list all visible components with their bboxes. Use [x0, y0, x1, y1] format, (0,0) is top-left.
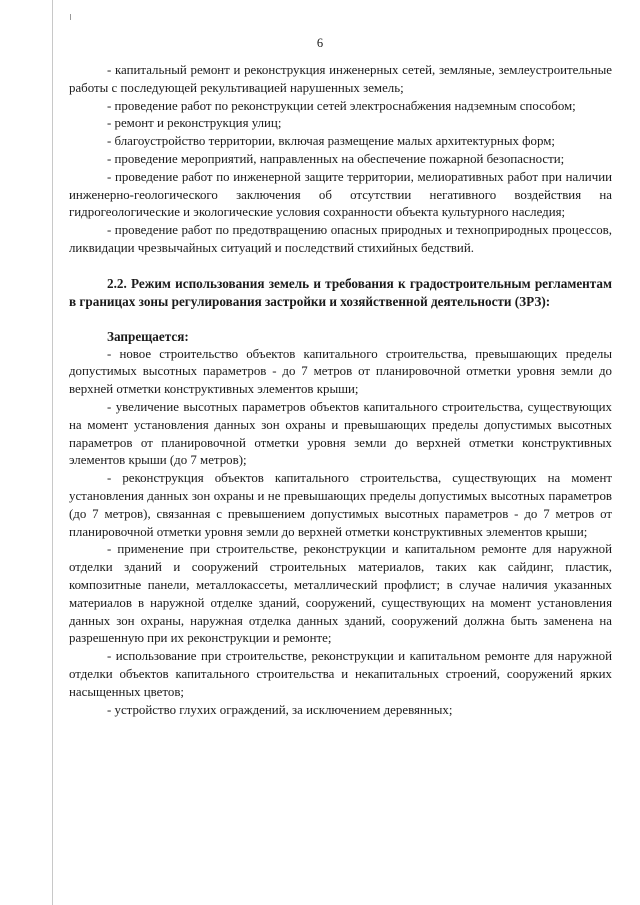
paragraph: - проведение работ по предотвращению опасных природных и техноприродных процессов, ликвидации чрезвычайных ситуаций и последствий стихийных бедствий. [69, 223, 612, 255]
paragraph: - увеличение высотных параметров объектов капитального строительства, существующих на момент установления данных зон охраны и превышающих пределы допустимых высотных параметров от планировочной отметки уровня земли до верхней отметки конструктивных элементов крыши (до 7 метров); [69, 399, 612, 468]
document-body [69, 62, 612, 719]
paragraph: - использование при строительстве, реконструкции и капитальном ремонте для наружной отделки объектов капитального строительства и некапитальных строений, сооружений ярких насыщенных цветов; [69, 649, 612, 699]
page-left-edge [52, 0, 53, 905]
paragraph: - ремонт и реконструкция улиц; [107, 116, 282, 131]
page-number: 6 [316, 36, 324, 50]
paragraph: - применение при строительстве, реконструкции и капитальном ремонте для наружной отделки зданий и сооружений строительных материалов, таких как сайдинг, пластик, композитные панели, металлокассеты, металлический профлист; в случае наличия указанных материалов в наружной отделке зданий, сооружений, существующих на момент установления данных зон охраны, наружная отделка данных зданий, сооружений должна быть заменена на разрешенную при их реконструкции и ремонте; [69, 542, 612, 646]
paragraph: - устройство глухих ограждений, за исключением деревянных; [107, 702, 453, 717]
paragraph: - капитальный ремонт и реконструкция инженерных сетей, земляные, землеустроительные работы с последующей рекультивацией нарушенных земель; [69, 63, 612, 95]
paragraph: - реконструкция объектов капитального строительства, существующих на момент установления данных зон охраны и не превышающих пределы допустимых высотных параметров (до 7 метров), связанная с превышением допустимых высотных параметров - до 7 метров от планировочной отметки уровня земли до верхней отметки конструктивных элементов крыши; [69, 471, 612, 539]
section-heading: 2.2. Режим использования земель и требования к градостроительным регламентам в границах зоны регулирования застройки и хозяйственной деятельности (ЗРЗ): [69, 275, 612, 309]
paragraph: - проведение работ по реконструкции сетей электроснабжения надземным способом; [107, 98, 576, 113]
paragraph: - новое строительство объектов капитального строительства, превышающих пределы допустимых высотных параметров - до 7 метров от планировочной отметки уровня земли до верхней отметки конструктивных элементов крыши; [69, 346, 612, 397]
paragraph: - проведение работ по инженерной защите территории, мелиоративных работ при наличии инженерно-геологического заключения об отсутствии негативного воздействия на гидрогеологические и экологические условия сохранности объекта культурного наследия; [69, 169, 612, 220]
prohibited-heading: Запрещается: [107, 328, 189, 344]
paragraph: - благоустройство территории, включая размещение малых архитектурных форм; [107, 134, 555, 149]
page-corner-mark [70, 14, 71, 20]
paragraph: - проведение мероприятий, направленных на обеспечение пожарной безопасности; [107, 151, 565, 166]
